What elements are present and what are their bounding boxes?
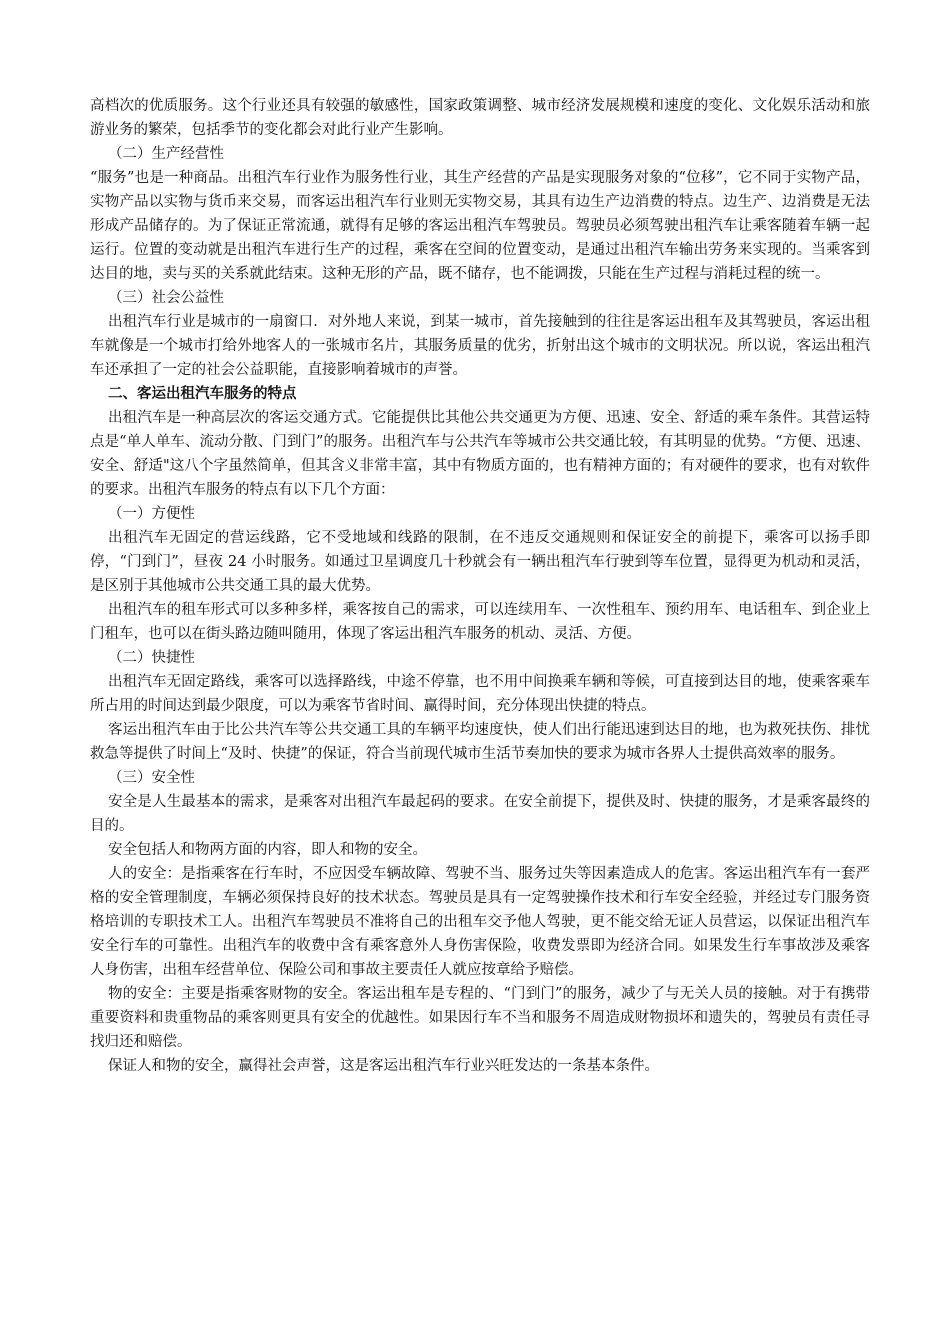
- subheading-safety: （三）安全性: [108, 770, 195, 786]
- subheading-convenience: （一）方便性: [108, 506, 195, 522]
- paragraph-service-commodity: “服务”也是一种商品。出租汽车行业作为服务性行业，其生产经营的产品是实现服务对象的“位移”，它不同于实物产品，实物产品以实物与货币来交易，而客运出租汽车行业则无实物交易，其具有边生产边消费的特点。边生产、边消费是无法形成产品储存的。为了保证正常流通，就得有足够的客运出租汽车驾驶员。驾驶员必须驾驶出租汽车让乘客随着车辆一起运行。位置的变动就是出租汽车进行生产的过程，乘客在空间的位置变动，是通过出租汽车输出劳务来实现的。当乘客到达目的地，卖与买的关系就此结束。这种无形的产品，既不储存，也不能调拨，只能在生产过程与消耗过程的统一。: [90, 170, 870, 282]
- paragraph-direct-route: 出租汽车无固定路线，乘客可以选择路线，中途不停靠，也不用中间换乘车辆和等候，可直接到达目的地，使乘客乘车所占用的时间达到最少限度，可以为乘客节省时间、赢得时间，充分体现出快捷的特点。: [90, 674, 870, 714]
- subheading-speed: （二）快捷性: [108, 650, 195, 666]
- subheading-production-operation: （二）生产经营性: [108, 146, 224, 162]
- paragraph-city-window: 出租汽车行业是城市的一扇窗口．对外地人来说，到某一城市，首先接触到的往往是客运出租车及其驾驶员，客运出租车就像是一个城市打给外地客人的一张城市名片，其服务质量的优劣，折射出这个城市的文明状况。所以说，客运出租汽车还承担了一定的社会公益职能，直接影响着城市的声誉。: [90, 314, 870, 378]
- paragraph-rental-forms: 出租汽车的租车形式可以多种多样，乘客按自己的需求，可以连续用车、一次性租车、预约用车、电话租车、到企业上门租车，也可以在街头路边随叫随用，体现了客运出租汽车服务的机动、灵活、方便。: [90, 602, 870, 642]
- section-heading-service-features: 二、客运出租汽车服务的特点: [108, 385, 297, 402]
- paragraph-safety-scope: 安全包括人和物两方面的内容，即人和物的安全。: [108, 842, 427, 858]
- subheading-social-welfare: （三）社会公益性: [108, 290, 224, 306]
- paragraph-taxi-overview: 出租汽车是一种高层次的客运交通方式。它能提供比其他公共交通更为方便、迅速、安全、舒适的乘车条件。其营运特点是“单人单车、流动分散、门到门”的服务。出租汽车与公共汽车等城市公共交通比较，有其明显的优势。“方便、迅速、安全、舒适"这八个字虽然简单，但其含义非常丰富，其中有物质方面的，也有精神方面的；有对硬件的要求，也有对软件的要求。出租汽车服务的特点有以下几个方面：: [90, 410, 870, 498]
- paragraph-no-fixed-routes: 出租汽车无固定的营运线路，它不受地域和线路的限制，在不违反交通规则和保证安全的前提下，乘客可以扬手即停，“门到门”，昼夜 24 小时服务。如通过卫星调度几十秒就会有一辆出租汽车行驶到等车位置，显得更为机动和灵活，是区别于其他城市公共交通工具的最大优势。: [90, 530, 870, 594]
- paragraph-personal-safety: 人的安全：是指乘客在行车时，不应因受车辆故障、驾驶不当、服务过失等因素造成人的危害。客运出租汽车有一套严格的安全管理制度，车辆必须保持良好的技术状态。驾驶员是具有一定驾驶操作技术和行车安全经验，并经过专门服务资格培训的专职技术工人。出租汽车驾驶员不准将自己的出租车交予他人驾驶，更不能交给无证人员营运，以保证出租汽车安全行车的可靠性。出租汽车的收费中含有乘客意外人身伤害保险，收费发票即为经济合同。如果发生行车事故涉及乘客人身伤害，出租车经营单位、保险公司和事故主要责任人就应按章给予赔偿。: [90, 866, 870, 978]
- paragraph-conclusion: 保证人和物的安全，赢得社会声誉，这是客运出租汽车行业兴旺发达的一条基本条件。: [108, 1058, 659, 1074]
- paragraph-safety-need: 安全是人生最基本的需求，是乘客对出租汽车最起码的要求。在安全前提下，提供及时、快捷的服务，才是乘客最终的目的。: [90, 794, 870, 834]
- paragraph-property-safety: 物的安全：主要是指乘客财物的安全。客运出租车是专程的、“门到门”的服务，减少了与无关人员的接触。对于有携带重要资料和贵重物品的乘客则更具有安全的优越性。如果因行车不当和服务不周造成财物损坏和遗失的，驾驶员有责任寻找归还和赔偿。: [90, 986, 870, 1050]
- document-body: [90, 94, 870, 1078]
- paragraph-average-speed: 客运出租汽车由于比公共汽车等公共交通工具的车辆平均速度快，使人们出行能迅速到达目的地，也为救死扶伤、排忧救急等提供了时间上“及时、快捷”的保证，符合当前现代城市生活节奏加快的要求为城市各界人士提供高效率的服务。: [90, 722, 870, 762]
- paragraph-industry-sensitivity: 高档次的优质服务。这个行业还具有较强的敏感性，国家政策调整、城市经济发展规模和速度的变化、文化娱乐活动和旅游业务的繁荣，包括季节的变化都会对此行业产生影响。: [90, 98, 870, 138]
